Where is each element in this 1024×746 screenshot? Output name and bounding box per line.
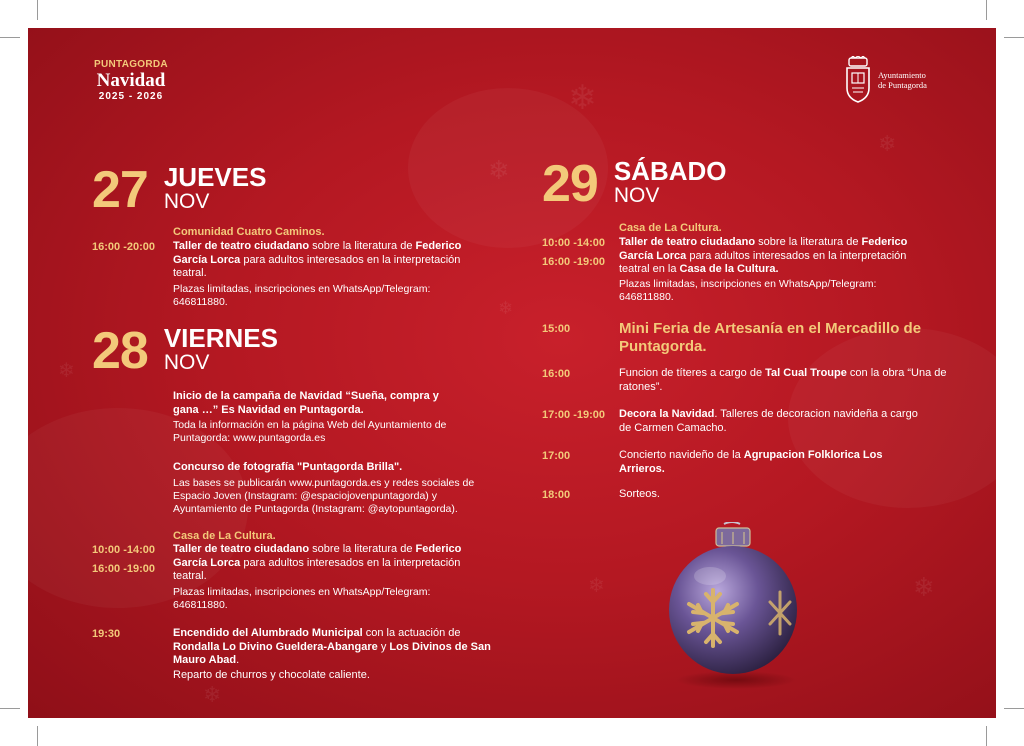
crop-mark bbox=[0, 37, 20, 38]
crop-mark bbox=[986, 726, 987, 746]
venue-label: Comunidad Cuatro Caminos. bbox=[173, 226, 325, 238]
day-28-header bbox=[92, 322, 278, 380]
snowflake-icon: ❄ bbox=[878, 132, 897, 157]
day-29-header bbox=[542, 155, 727, 213]
event-description: Taller de teatro ciudadano sobre la literatura de Federico García Lorca para adultos interesados en la interpretación teatral en la Casa de la Cultura. bbox=[619, 236, 908, 275]
event-time: 18:00 bbox=[542, 489, 571, 501]
ayuntamiento-line2: de Puntagorda bbox=[878, 80, 927, 90]
crop-mark bbox=[0, 708, 20, 709]
decora-description: Decora la Navidad. Talleres de decoracion navideña a cargo de Carmen Camacho. bbox=[619, 408, 918, 434]
event-description: Taller de teatro ciudadano sobre la literatura de Federico García Lorca para adultos interesados en la interpretación teatral. bbox=[173, 240, 462, 279]
logo-navidad: Navidad bbox=[96, 70, 166, 91]
crop-mark bbox=[37, 0, 38, 20]
day-27-header bbox=[92, 161, 267, 219]
month: NOV bbox=[163, 351, 210, 374]
snowflake-icon: ❄ bbox=[203, 683, 222, 708]
month: NOV bbox=[613, 184, 660, 207]
event-note: Plazas limitadas, inscripciones en WhatsApp/Telegram: 646811880. bbox=[173, 586, 431, 611]
weekday: SÁBADO bbox=[613, 156, 727, 186]
event-time: 16:00 -20:00 bbox=[92, 241, 155, 253]
feria-title: Mini Feria de Artesanía en el Mercadillo de Puntagorda. bbox=[619, 320, 922, 355]
snowflake-icon: ❄ bbox=[498, 298, 514, 319]
event-description: Taller de teatro ciudadano sobre la literatura de Federico García Lorca para adultos interesados en la interpretación teatral. bbox=[173, 543, 462, 582]
event-note: Plazas limitadas, inscripciones en WhatsApp/Telegram: 646811880. bbox=[619, 278, 877, 303]
ayuntamiento-line1: Ayuntamiento bbox=[878, 70, 926, 80]
contest-title: Concurso de fotografía "Puntagorda Brilla". bbox=[173, 461, 403, 473]
venue-label: Casa de La Cultura. bbox=[173, 530, 276, 542]
navidad-logo bbox=[94, 58, 168, 102]
day-number: 27 bbox=[92, 161, 148, 219]
crop-mark bbox=[1004, 37, 1024, 38]
snowflake-icon: ❄ bbox=[488, 156, 510, 186]
snowflake-icon: ❄ bbox=[913, 573, 935, 603]
logo-years: 2025 - 2026 bbox=[98, 91, 164, 102]
event-time: 16:00 -19:00 bbox=[542, 256, 605, 268]
ayuntamiento-logo bbox=[844, 56, 927, 104]
event-time: 16:00 bbox=[542, 368, 571, 380]
snowflake-icon: ❄ bbox=[568, 78, 597, 118]
weekday: VIERNES bbox=[163, 323, 278, 353]
concierto-description: Concierto navideño de la Agrupacion Folklorica Los Arrieros. bbox=[619, 449, 883, 475]
christmas-ornament-icon bbox=[668, 522, 798, 692]
coat-of-arms-icon bbox=[844, 56, 872, 104]
logo-town: PUNTAGORDA bbox=[94, 59, 168, 70]
snowflake-icon: ❄ bbox=[58, 358, 75, 382]
campaign-note: Toda la información en la página Web del Ayuntamiento de Puntagorda: www.puntagorda.es bbox=[173, 419, 447, 444]
event-time: 19:30 bbox=[92, 628, 121, 640]
snowflake-icon: ❄ bbox=[588, 573, 605, 597]
event-time: 10:00 -14:00 bbox=[542, 237, 605, 249]
crop-mark bbox=[986, 0, 987, 20]
campaign-title: Inicio de la campaña de Navidad “Sueña, compra y gana …” Es Navidad en Puntagorda. bbox=[173, 390, 439, 416]
lighting-description: Encendido del Alumbrado Municipal con la actuación de Rondalla Lo Divino Gueldera-Abangare y Los Divinos de San Mauro Abad. bbox=[173, 627, 491, 666]
sorteos-text: Sorteos. bbox=[619, 488, 660, 500]
contest-note: Las bases se publicarán www.puntagorda.es y redes sociales de Espacio Joven (Instagram: @espaciojovenpuntagorda) y Ayuntamiento de Puntagorda (Instagram: @aytopuntagorda). bbox=[173, 477, 475, 515]
crop-mark bbox=[1004, 708, 1024, 709]
month: NOV bbox=[163, 190, 210, 213]
event-note: Plazas limitadas, inscripciones en WhatsApp/Telegram: 646811880. bbox=[173, 283, 431, 308]
flyer-page bbox=[28, 28, 996, 718]
lighting-note: Reparto de churros y chocolate caliente. bbox=[173, 669, 370, 681]
weekday: JUEVES bbox=[163, 162, 267, 192]
event-time: 10:00 -14:00 bbox=[92, 544, 155, 556]
event-time: 16:00 -19:00 bbox=[92, 563, 155, 575]
event-time: 15:00 bbox=[542, 323, 571, 335]
titeres-description: Funcion de títeres a cargo de Tal Cual Troupe con la obra “Una de ratones”. bbox=[619, 367, 947, 393]
event-time: 17:00 bbox=[542, 450, 571, 462]
day-number: 28 bbox=[92, 322, 148, 380]
venue-label: Casa de La Cultura. bbox=[619, 222, 722, 234]
event-time: 17:00 -19:00 bbox=[542, 409, 605, 421]
day-number: 29 bbox=[542, 155, 598, 213]
crop-mark bbox=[37, 726, 38, 746]
